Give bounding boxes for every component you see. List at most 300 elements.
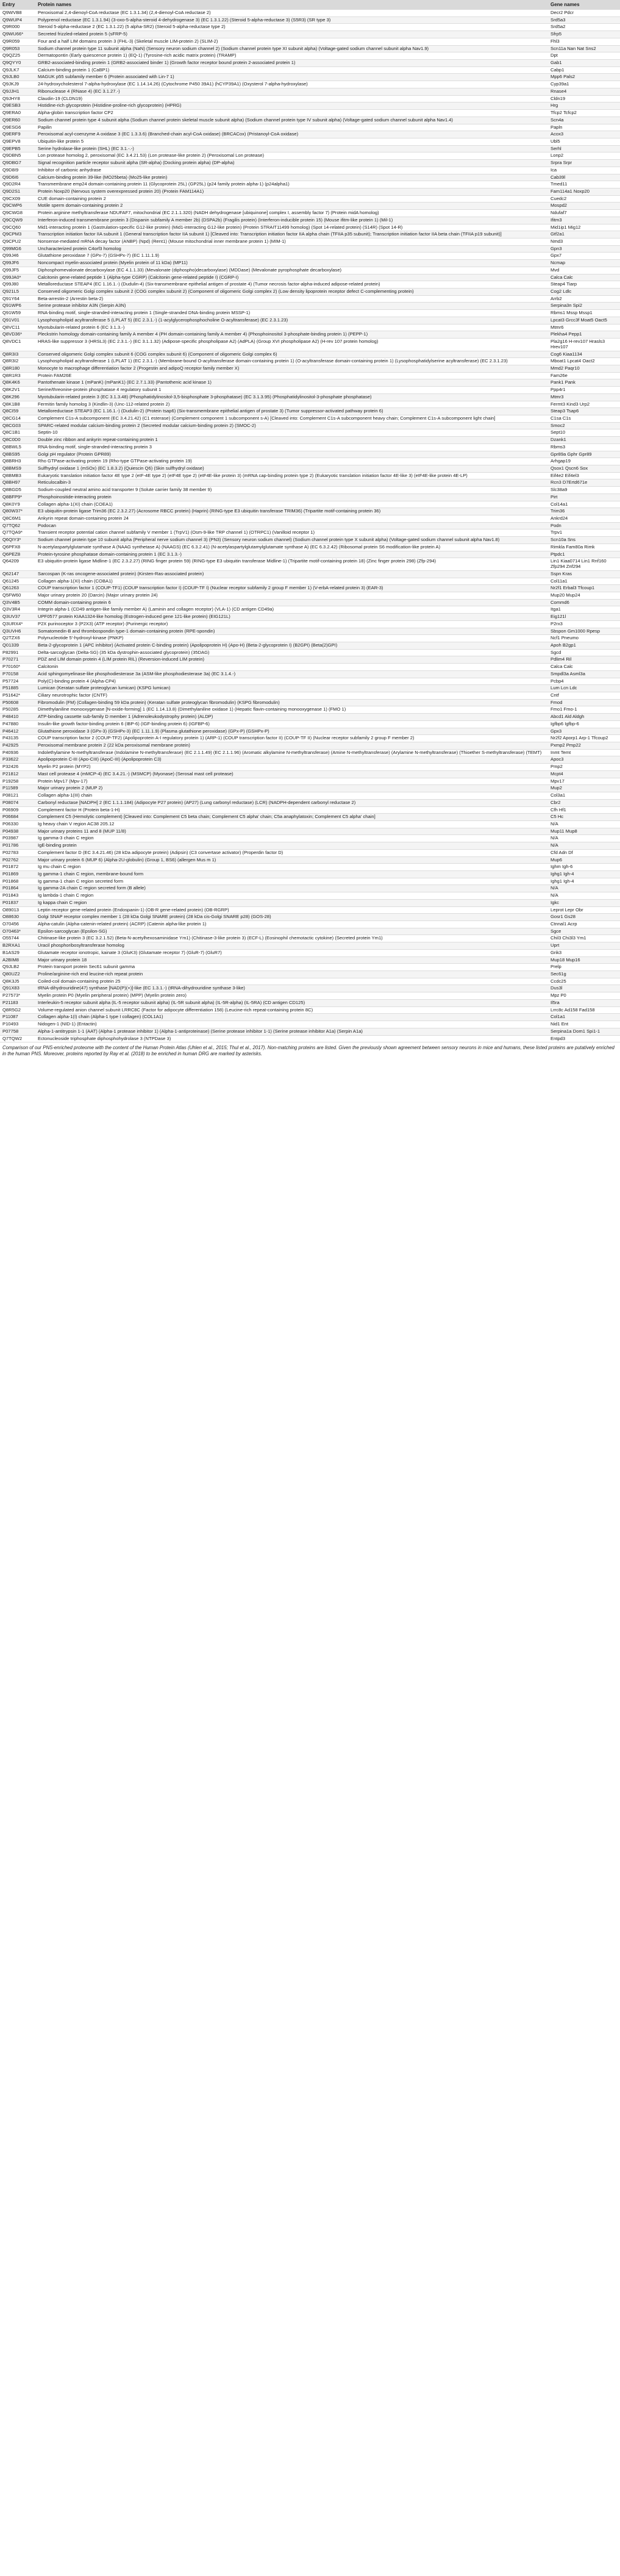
entry-cell: P01837 <box>0 899 35 906</box>
table-row <box>0 678 620 685</box>
table-row <box>0 806 620 814</box>
protein-names-cell: Apolipoprotein C-III (Apo-CIII) (ApoC-III) (Apolipoprotein C3) <box>35 756 548 764</box>
gene-names-cell: Pla2g16 H-rev107 Hrasls3 Hrev107 <box>548 339 620 351</box>
gene-names-cell: N/A <box>548 842 620 850</box>
gene-names-cell: Mmd2 Paqr10 <box>548 365 620 372</box>
entry-cell: P02762 <box>0 856 35 864</box>
entry-cell: Q8R1R3 <box>0 372 35 379</box>
table-row <box>0 124 620 131</box>
entry-cell: Q61263 <box>0 585 35 592</box>
protein-names-cell: Epsilon-sarcoglycan (Epsilon-SG) <box>35 928 548 935</box>
entry-column-header: Entry <box>0 0 35 10</box>
entry-cell: Q3UV37 <box>0 614 35 621</box>
gene-names-cell: Ubl5 <box>548 138 620 145</box>
gene-names-cell: Mid1ip1 Mig12 <box>548 224 620 231</box>
protein-names-cell: Delta-sarcoglycan (Delta-SG) (35 kDa dystrophin-associated glycoprotein) (35DAG) <box>35 649 548 656</box>
table-row <box>0 174 620 181</box>
gene-names-cell: Dus3l <box>548 985 620 992</box>
table-row <box>0 1014 620 1021</box>
protein-names-cell: Volume-regulated anion channel subunit LRRC8C (Factor for adipocyte differentiation 158) (Leucine-rich repeat-containing protein 8C) <box>35 1006 548 1014</box>
protein-names-cell: Metalloreductase STEAP4 (EC 1.16.1.-) (Dudulin-4) (Six-transmembrane epithelial antigen of prostate 4) (Tumor necrosis factor-alpha-induced adipose-related protein) <box>35 281 548 289</box>
table-row <box>0 443 620 451</box>
gene-names-cell: Mtmr3 <box>548 393 620 401</box>
protein-names-cell: N-acetylaspartylglutamate synthase A (NAAG synthetase A) (NAAGS) (EC 6.3.2.41) (N-acetylaspartylglutamylglutamate synthase A) (EC 6.3.2.42) (Ribosomal protein S6 modification-like protein A) <box>35 544 548 551</box>
protein-names-cell: Nidogen-1 (NID-1) (Entactin) <box>35 1021 548 1028</box>
entry-cell: Q8K2V1 <box>0 387 35 394</box>
protein-names-cell: COMM domain-containing protein 6 <box>35 599 548 606</box>
protein-names-cell: Somatomedin-B and thrombospondin type-1 domain-containing protein (RPE-spondin) <box>35 628 548 635</box>
entry-cell: Q91X83 <box>0 985 35 992</box>
protein-names-cell: Golgi pH regulator (Protein GPR89) <box>35 451 548 458</box>
table-row <box>0 849 620 856</box>
entry-cell: Q9ERA0 <box>0 110 35 117</box>
protein-names-cell: Pleckstrin homology domain-containing family A member 4 (PH domain-containing family A member 4) (Phosphoinositol 3-phosphate-binding protein 1) (PEPP-1) <box>35 331 548 339</box>
protein-names-cell: GRB2-associated-binding protein 1 (GRB2-associated binder 1) (Growth factor receptor bound protein 2-associated protein 1) <box>35 60 548 67</box>
gene-names-cell: Serpina1a Dom1 Spi1-1 <box>548 1028 620 1035</box>
entry-cell: Q3UVH6 <box>0 628 35 635</box>
protein-names-cell: MAGUK p55 subfamily member 6 (Protein associated with Lin-7 1) <box>35 74 548 81</box>
table-row <box>0 635 620 642</box>
protein-names-cell: Collagen alpha-1(XI) chain (COBA1) <box>35 578 548 585</box>
protein-names-cell: Ribonuclease 4 (RNase 4) (EC 3.1.27.-) <box>35 88 548 95</box>
gene-names-cell: Lin1 Kiaa0714 Lin1 Rnf160 Zfp294 Znf294 <box>548 558 620 570</box>
protein-names-cell: Peroxisomal acyl-coenzyme A oxidase 3 (EC 1.3.3.6) (Branched-chain acyl-CoA oxidase) (BRCACox) (Pristanoyl-CoA oxidase) <box>35 131 548 138</box>
protein-names-cell: Complement C5 (Hemolytic complement) [Cleaved into: Complement C5 beta chain; Complement C5 alpha' chain; C5a anaphylatoxin; Complement C5 alpha' chain] <box>35 814 548 821</box>
gene-names-cell: Nmd3 <box>548 239 620 246</box>
table-row <box>0 387 620 394</box>
entry-cell: Q9DBN5 <box>0 152 35 160</box>
gene-names-cell: Chil3 Chi3l3 Ym1 <box>548 935 620 942</box>
gene-names-cell: Mpz P0 <box>548 992 620 1000</box>
table-row <box>0 501 620 508</box>
entry-cell: Q9CPU2 <box>0 239 35 246</box>
gene-names-cell: N/A <box>548 820 620 828</box>
gene-names-cell: Ndufaf7 <box>548 210 620 217</box>
gene-names-cell: Serpina3n Spi2 <box>548 303 620 310</box>
table-row <box>0 522 620 529</box>
protein-names-cell: Myelin protein P0 (Myelin peripheral protein) (MPP) (Myelin protein zero) <box>35 992 548 1000</box>
table-body <box>0 10 620 1042</box>
entry-cell: Q8C6M1 <box>0 515 35 523</box>
protein-names-cell: Ig gamma-1 chain C region, membrane-bound form <box>35 870 548 878</box>
table-row <box>0 570 620 578</box>
protein-names-cell: Podocan <box>35 522 548 529</box>
gene-names-cell: Mtmr6 <box>548 324 620 331</box>
gene-names-cell: Rcn3 D7Ertd671e <box>548 479 620 487</box>
protein-names-cell: Steroid 5-alpha-reductase 2 (EC 1.3.1.22) (5 alpha-SR2) (Steroid 5-alpha-reductase type 2) <box>35 24 548 31</box>
gene-names-cell: Eig121l <box>548 614 620 621</box>
entry-cell: P70271 <box>0 656 35 664</box>
entry-cell: Q91W59 <box>0 310 35 317</box>
entry-cell: P01869 <box>0 870 35 878</box>
table-row <box>0 515 620 523</box>
table-row <box>0 742 620 750</box>
protein-names-cell: Acid sphingomyelinase-like phosphodiesterase 3a (ASM-like phosphodiesterase 3a) (EC 3.1.4.-) <box>35 670 548 678</box>
gene-names-cell: Scn4a <box>548 117 620 124</box>
gene-names-cell: Pdlim4 Ril <box>548 656 620 664</box>
table-row <box>0 253 620 260</box>
protein-names-cell: Major urinary protein 20 (Darcin) (Major urinary protein 24) <box>35 592 548 599</box>
entry-cell: Q6PEZ8 <box>0 551 35 558</box>
entry-cell: Q9CQ60 <box>0 224 35 231</box>
gene-names-cell: Plekha4 Pepp1 <box>548 331 620 339</box>
table-row <box>0 429 620 437</box>
entry-cell: Q91Y64 <box>0 295 35 303</box>
entry-cell: P70158 <box>0 670 35 678</box>
table-row <box>0 81 620 88</box>
table-row <box>0 1021 620 1028</box>
protein-names-cell: Ig gamma-3 chain C region <box>35 835 548 842</box>
gene-names-cell: Lrrc8c Ad158 Fad158 <box>548 1006 620 1014</box>
table-row <box>0 720 620 728</box>
protein-names-cell: Ectonucleoside triphosphate diphosphohydrolase 3 (NTPDase 3) <box>35 1035 548 1042</box>
gene-names-cell: Fmod <box>548 699 620 706</box>
table-row <box>0 921 620 928</box>
table-row <box>0 422 620 429</box>
gene-names-cell: Gpn3 <box>548 245 620 253</box>
entry-cell: Q9JJH1 <box>0 88 35 95</box>
entry-cell: Q9R059 <box>0 38 35 45</box>
entry-cell: Q9D2R4 <box>0 181 35 188</box>
table-row <box>0 167 620 174</box>
gene-names-cell: Commd6 <box>548 599 620 606</box>
gene-names-cell: Cog6 Kiaa1134 <box>548 351 620 358</box>
table-row <box>0 978 620 985</box>
gene-names-cell: P2rx3 <box>548 620 620 628</box>
gene-names-cell: Podn <box>548 522 620 529</box>
table-row <box>0 756 620 764</box>
table-row <box>0 956 620 964</box>
entry-cell: Q8K3J5 <box>0 978 35 985</box>
gene-names-cell: Mcpt4 <box>548 770 620 778</box>
protein-names-cell: Insulin-like growth factor-binding protein 6 (IBP-6) (IGF-binding protein 6) (IGFBP-6) <box>35 720 548 728</box>
entry-cell: Q8BMB3 <box>0 472 35 479</box>
protein-names-cell: Transmembrane emp24 domain-containing protein 11 (Glycoprotein 25L) (GP25L) (p24 family protein alpha-1) (p24alpha1) <box>35 181 548 188</box>
protein-names-cell: Protein transport protein Sec61 subunit gamma <box>35 964 548 971</box>
entry-cell: P32426 <box>0 764 35 771</box>
gene-names-cell: Tmed11 <box>548 181 620 188</box>
gene-names-cell: Ctnnal1 Acrp <box>548 921 620 928</box>
table-row <box>0 971 620 978</box>
gene-names-cell: Ccdc25 <box>548 978 620 985</box>
entry-cell: Q9JLB2 <box>0 964 35 971</box>
gene-names-cell: Sec61g <box>548 971 620 978</box>
entry-cell: Q91WP6 <box>0 303 35 310</box>
table-row <box>0 372 620 379</box>
protein-names-cell: Major urinary proteins 11 and 8 (MUP 11/8) <box>35 828 548 835</box>
entry-cell: P42925 <box>0 742 35 750</box>
entry-cell: Q7TQW2 <box>0 1035 35 1042</box>
entry-cell: P06909 <box>0 806 35 814</box>
gene-names-cell: Dpt <box>548 52 620 60</box>
protein-names-cell: Carbonyl reductase [NADPH] 2 (EC 1.1.1.184) (Adipocyte P27 protein) (AP27) (Lung carbonyl reductase) (LCR) (NADPH-dependent carbonyl reductase 2) <box>35 799 548 806</box>
gene-names-cell: Gosr1 Gs28 <box>548 914 620 921</box>
table-row <box>0 914 620 921</box>
table-row <box>0 110 620 117</box>
gene-names-cell: Sgcd <box>548 649 620 656</box>
table-row <box>0 195 620 203</box>
table-row <box>0 544 620 551</box>
table-row <box>0 985 620 992</box>
table-row <box>0 217 620 224</box>
entry-cell: Q9WUP4 <box>0 16 35 24</box>
gene-names-cell: Scn11a Nan Nat Sns2 <box>548 45 620 52</box>
entry-cell: P21812 <box>0 770 35 778</box>
protein-names-cell: Ciliary neurotrophic factor (CNTF) <box>35 692 548 700</box>
gene-names-cell: Pxmp2 Pmp22 <box>548 742 620 750</box>
gene-names-cell: Cuedc2 <box>548 195 620 203</box>
protein-names-cell: P2X purinoceptor 3 (P2X3) (ATP receptor) (Purinergic receptor) <box>35 620 548 628</box>
protein-names-cell: Sodium-coupled neutral amino acid transporter 9 (Solute carrier family 38 member 9) <box>35 487 548 494</box>
gene-names-cell: Ica <box>548 167 620 174</box>
table-row <box>0 992 620 1000</box>
gene-names-cell: Rbms1 Mssp Mssp1 <box>548 310 620 317</box>
gene-names-cell: Calca Calc <box>548 664 620 671</box>
table-row <box>0 551 620 558</box>
protein-names-cell: Monocyte to macrophage differentiation factor 2 (Progestin and adipoQ receptor family member X) <box>35 365 548 372</box>
entry-cell: O70463* <box>0 928 35 935</box>
table-row <box>0 558 620 570</box>
gene-names-cell: Mboat1 Lpcat4 Oact2 <box>548 358 620 365</box>
protein-names-cell: Pantothenate kinase 1 (mPanK) (mPanK1) (EC 2.7.1.33) (Pantothenic acid kinase 1) <box>35 379 548 387</box>
gene-names-cell: Fam26e <box>548 372 620 379</box>
table-row <box>0 451 620 458</box>
entry-cell: Q8VC11 <box>0 324 35 331</box>
gene-names-cell: Srd5a2 <box>548 24 620 31</box>
entry-cell: Q8CI59 <box>0 408 35 415</box>
protein-names-cell: Uncharacterized protein C4orf3 homolog <box>35 245 548 253</box>
table-row <box>0 649 620 656</box>
gene-names-cell: Fhl3 <box>548 38 620 45</box>
entry-cell: Q9R000 <box>0 24 35 31</box>
gene-names-cell: Sgce <box>548 928 620 935</box>
protein-names-cell: Polynucleotide 5'-hydroxyl-kinase (PNKP) <box>35 635 548 642</box>
entry-cell: Q8VDC1 <box>0 339 35 351</box>
table-row <box>0 578 620 585</box>
entry-cell: Q9QYY0 <box>0 60 35 67</box>
entry-cell: Q8C0D0 <box>0 437 35 444</box>
table-row <box>0 24 620 31</box>
table-row <box>0 472 620 479</box>
entry-cell: P08121 <box>0 792 35 800</box>
table-caption: Comparison of our PNS-enriched proteome with the content of the Human Protein Atlas (Uhlen et al., 2015; Thul et al., 2017). Non-matching proteins are listed. Given the previously shown agreement between sensory neurons in mice and humans, these listed proteins are putatively enriched in the human PNS. Moreover, proteins reported by Ray et al. (2018) to be enriched in human DRG are marked by asterisks. <box>2 1045 615 1057</box>
protein-names-cell: Beta-arrestin-2 (Arrestin beta-2) <box>35 295 548 303</box>
gene-names-cell: Ptpdc1 <box>548 551 620 558</box>
protein-names-cell: Calcitonin gene-related peptide 1 (Alpha-type CGRP) (Calcitonin gene-related peptide I) (CGRP-I) <box>35 274 548 281</box>
entry-cell: P01864 <box>0 885 35 892</box>
protein-names-cell: Major urinary protein 2 (MUP 2) <box>35 785 548 792</box>
table-row <box>0 892 620 900</box>
protein-names-cell: Sodium channel protein type 10 subunit alpha (Peripheral nerve sodium channel 3) (PN3) (Sensory neuron sodium channel) (Sodium channel protein type X subunit alpha) (Voltage-gated sodium channel subunit alpha Nav1.8) <box>35 537 548 544</box>
gene-names-cell: Apoc3 <box>548 756 620 764</box>
table-row <box>0 160 620 167</box>
protein-names-cell: Noncompact myelin-associated protein (Myelin protein of 11 kDa) (MP11) <box>35 260 548 267</box>
table-row <box>0 537 620 544</box>
protein-names-cell: Calcitonin <box>35 664 548 671</box>
entry-cell: Q8C1B1 <box>0 429 35 437</box>
protein-names-cell: CUE domain-containing protein 2 <box>35 195 548 203</box>
entry-cell: Q9JKJ9 <box>0 81 35 88</box>
gene-names-cell: Steap3 Tsap6 <box>548 408 620 415</box>
protein-names-cell: SPARC-related modular calcium-binding protein 2 (Secreted modular calcium-binding protein 2) (SMOC-2) <box>35 422 548 429</box>
entry-cell: Q9JLK7 <box>0 66 35 74</box>
protein-names-cell: Calcium-binding protein 39-like (MO25beta) (Mo25-like protein) <box>35 174 548 181</box>
gene-names-cell: N/A <box>548 892 620 900</box>
table-row <box>0 656 620 664</box>
gene-names-cell: Srpra Srpr <box>548 160 620 167</box>
table-row <box>0 692 620 700</box>
table-row <box>0 614 620 621</box>
entry-cell: Q8CG14 <box>0 415 35 422</box>
table-row <box>0 906 620 914</box>
gene-names-cell: Ncf1 Pneumo <box>548 635 620 642</box>
header-row <box>0 0 620 10</box>
protein-names-cell: Sulfhydryl oxidase 1 (mSOx) (EC 1.8.3.2) (Quiescin Q6) (Skin sulfhydryl oxidase) <box>35 465 548 473</box>
protein-names-cell: Fermitin family homolog 3 (Kindlin-3) (Unc-112-related protein 2) <box>35 401 548 408</box>
table-row <box>0 52 620 60</box>
entry-cell: P01843 <box>0 892 35 900</box>
protein-names-cell: Interferon-induced transmembrane protein 3 (Dispanin subfamily A member 2b) (DSPA2b) (Fragilis protein) (Interferon-inducible protein 15) (Mouse ifitm-like protein 1) (Mil-1) <box>35 217 548 224</box>
protein-names-cell: Beta-2-glycoprotein 1 (APC inhibitor) (Activated protein C-binding protein) (Apolipoprotein H) (Apo-H) (Beta-2-glycoprotein I) (B2GPI) (Beta(2)GPI) <box>35 642 548 649</box>
gene-names-cell: Mospd2 <box>548 203 620 210</box>
table-row <box>0 670 620 678</box>
protein-names-cell: Serine hydrolase-like protein (SHL) (EC 3.1.-.-) <box>35 145 548 152</box>
protein-names-cell: E3 ubiquitin-protein ligase Midline-1 (EC 2.3.2.27) (RING finger protein 59) (RING-type E3 ubiquitin transferase Midline-1) (Tripartite motif-containing protein 18) (Zinc finger protein 298) (Zfp-294) <box>35 558 548 570</box>
table-row <box>0 642 620 649</box>
protein-names-cell: 24-hydroxycholesterol 7-alpha-hydroxylase (EC 1.14.14.26) (Cytochrome P450 39A1) (hCYP39A1) (Oxysterol 7-alpha-hydroxylase) <box>35 81 548 88</box>
protein-names-cell: Collagen alpha-1(I) chain (Alpha-1 type I collagen) (COL1A1) <box>35 1014 548 1021</box>
gene-names-cell: Gpx3 <box>548 728 620 735</box>
table-row <box>0 728 620 735</box>
protein-names-cell: Collagen alpha-1(XI) chain (COEA1) <box>35 501 548 508</box>
gene-names-cell: Itga1 <box>548 606 620 614</box>
gene-names-cell: Tfcp2 Tcfcp2 <box>548 110 620 117</box>
protein-names-cell: Lon protease homolog 2, peroxisomal (EC 3.4.21.53) (Lon protease-like protein 2) (Peroxisomal Lon protease) <box>35 152 548 160</box>
gene-names-cell: Lpcat3 Grcc3f Moat5 Oact5 <box>548 317 620 324</box>
table-row <box>0 281 620 289</box>
table-row <box>0 31 620 38</box>
table-row <box>0 365 620 372</box>
table-row <box>0 508 620 515</box>
entry-cell: P47880 <box>0 720 35 728</box>
table-row <box>0 358 620 365</box>
table-row <box>0 606 620 614</box>
gene-names-cell: Gab1 <box>548 60 620 67</box>
protein-names-cell: Claudin-19 (CLDN19) <box>35 95 548 102</box>
table-row <box>0 685 620 692</box>
gene-names-cell: Cab39l <box>548 174 620 181</box>
gene-names-cell: Igkc <box>548 899 620 906</box>
protein-names-cell: Protein FAM26E <box>35 372 548 379</box>
entry-cell: Q99J80 <box>0 281 35 289</box>
gene-names-cell: Pcbp4 <box>548 678 620 685</box>
table-row <box>0 529 620 537</box>
table-row <box>0 935 620 942</box>
protein-names-cell: Secreted frizzled-related protein 5 (sFRP-5) <box>35 31 548 38</box>
entry-cell: Q5FW60 <box>0 592 35 599</box>
table-row <box>0 408 620 415</box>
entry-cell: O88630 <box>0 914 35 921</box>
protein-names-cell: Ig mu chain C region <box>35 864 548 871</box>
table-row <box>0 706 620 714</box>
entry-cell: Q2TZX6 <box>0 635 35 642</box>
table-row <box>0 764 620 771</box>
entry-cell: P46412 <box>0 728 35 735</box>
gene-names-cell: Cldn19 <box>548 95 620 102</box>
table-row <box>0 203 620 210</box>
table-row <box>0 814 620 821</box>
entry-cell: Q8R3I2 <box>0 358 35 365</box>
entry-cell: Q3URX4* <box>0 620 35 628</box>
gene-names-cell: Papln <box>548 124 620 131</box>
gene-names-cell: Mpp6 Pals2 <box>548 74 620 81</box>
protein-names-cell: Sarcospan (K-ras oncogene-associated protein) (Kirsten-Ras-associated protein) <box>35 570 548 578</box>
table-row <box>0 102 620 110</box>
table-row <box>0 245 620 253</box>
protein-names-cell: tRNA-dihydrouridine(47) synthase [NAD(P)(+)]-like (EC 1.3.1.-) (tRNA-dihydrouridine synthase 3-like) <box>35 985 548 992</box>
protein-names-cell: Protein-tyrosine phosphatase domain-containing protein 1 (EC 3.1.3.-) <box>35 551 548 558</box>
protein-names-cell: Protein Mpv17 (Mpv-17) <box>35 778 548 785</box>
protein-names-cell: Complement C1s-A subcomponent (EC 3.4.21.42) (C1 esterase) (Complement component 1 subcomponent s-A) [Cleaved into: Complement C1s-A subcomponent heavy chain; Complement C1s-A subcomponent light chain] <box>35 415 548 422</box>
protein-names-cell: Alpha-catulin (Alpha-catenin-related protein) (ACRP) (Catenin alpha-like protein 1) <box>35 921 548 928</box>
gene-names-cell: Trpv1 <box>548 529 620 537</box>
protein-names-cell: Transcription initiation factor IIA subunit 1 (General transcription factor IIA subunit 1) [Cleaved into: Transcription initiation factor IIA alpha chain (TFIIA p35 subunit); Transcription initiation factor IIA beta chain (TFIIA p19 subunit)] <box>35 231 548 239</box>
protein-names-cell: Mast cell protease 4 (mMCP-4) (EC 3.4.21.-) (MSMCP) (Myonase) (Serosal mast cell protease) <box>35 770 548 778</box>
table-row <box>0 599 620 606</box>
entry-cell: P51885 <box>0 685 35 692</box>
table-row <box>0 928 620 935</box>
entry-cell: Q80UZ2 <box>0 971 35 978</box>
protein-names-cell: Proline/arginine-rich end leucine-rich repeat protein <box>35 971 548 978</box>
table-row <box>0 267 620 274</box>
entry-cell: Q99JF5 <box>0 267 35 274</box>
table-row <box>0 379 620 387</box>
protein-names-cell: Double zinc ribbon and ankyrin repeat-containing protein 1 <box>35 437 548 444</box>
table-row <box>0 856 620 864</box>
protein-names-cell: Signal recognition particle receptor subunit alpha (SR-alpha) (Docking protein alpha) (DP-alpha) <box>35 160 548 167</box>
gene-names-cell: Nid1 Ent <box>548 1021 620 1028</box>
gene-names-cell: N/A <box>548 885 620 892</box>
gene-names-cell: Qsox1 Qscn6 Sox <box>548 465 620 473</box>
table-row <box>0 138 620 145</box>
gene-names-cell: Igfbp6 Igfbp-6 <box>548 720 620 728</box>
gene-names-cell: Acox3 <box>548 131 620 138</box>
entry-cell: P43135 <box>0 735 35 742</box>
protein-names-cell: Sodium channel protein type 11 subunit alpha (NaN) (Sensory neuron sodium channel 2) (Sodium channel protein type XI subunit alpha) (Voltage-gated sodium channel subunit alpha Nav1.9) <box>35 45 548 52</box>
protein-names-cell: Peroxisomal membrane protein 2 (22 kDa peroxisomal membrane protein) <box>35 742 548 750</box>
entry-cell: Q9ERF9 <box>0 131 35 138</box>
protein-names-cell: HRAS-like suppressor 3 (HRSL3) (EC 2.3.1.-) (EC 3.1.1.32) (Adipose-specific phospholipase A2) (AdPLA) (Group XVI phospholipase A2) (H-rev 107 protein homolog) <box>35 339 548 351</box>
table-row <box>0 60 620 67</box>
table-row <box>0 770 620 778</box>
protein-names-cell: Complement factor H (Protein beta-1-H) <box>35 806 548 814</box>
entry-cell: P06330 <box>0 820 35 828</box>
table-row <box>0 339 620 351</box>
entry-cell: Q9D2S1 <box>0 188 35 195</box>
gene-names-cell: Lonp2 <box>548 152 620 160</box>
protein-names-cell: Alpha-globin transcription factor CP2 <box>35 110 548 117</box>
entry-cell: P50285 <box>0 706 35 714</box>
entry-cell: Q9ER60 <box>0 117 35 124</box>
protein-names-cell: Lysophospholipid acyltransferase 5 (LPLAT 5) (EC 2.3.1.-) (1-acylglycerophosphocholine O-acyltransferase) (EC 2.3.1.23) <box>35 317 548 324</box>
protein-names-cell: Myelin P2 protein (MYP2) <box>35 764 548 771</box>
entry-cell: O55744 <box>0 935 35 942</box>
protein-names-cell: Ig gamma-1 chain C region secreted form <box>35 878 548 885</box>
protein-names-cell: Dimethylaniline monooxygenase [N-oxide-forming] 1 (EC 1.14.13.8) (Dimethylaniline oxidase 1) (Hepatic flavin-containing monooxygenase 1) (FMO 1) <box>35 706 548 714</box>
protein-names-cell: Poly(C)-binding protein 4 (Alpha-CP4) <box>35 678 548 685</box>
entry-cell: Q7TQA9* <box>0 529 35 537</box>
gene-names-cell: Mup20 Mup24 <box>548 592 620 599</box>
